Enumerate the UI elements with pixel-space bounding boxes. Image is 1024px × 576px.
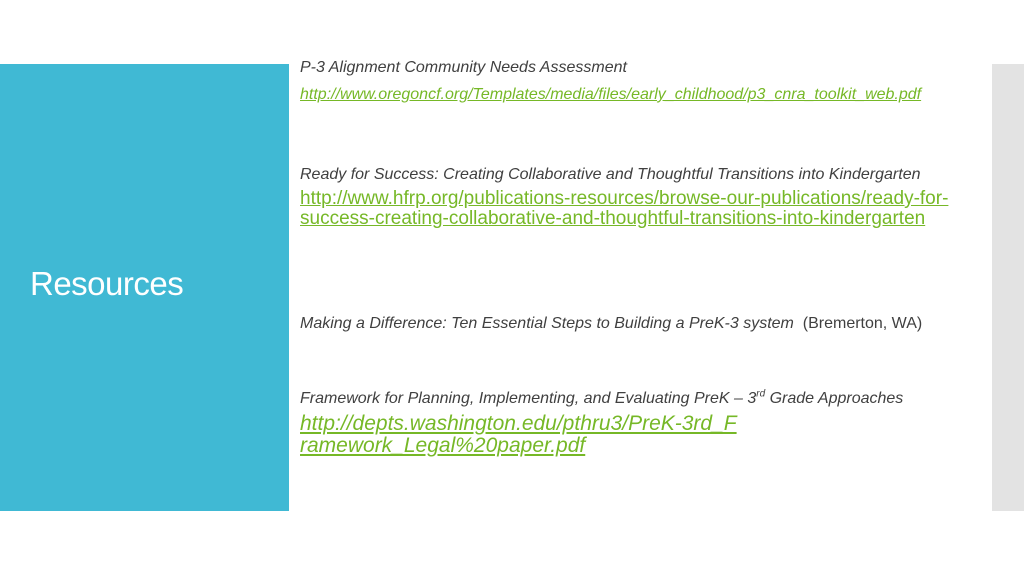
slide-title: Resources bbox=[30, 265, 184, 302]
resource-title bbox=[300, 390, 988, 407]
resource-link[interactable]: http://www.oregoncf.org/Templates/media/files/early_childhood/p3_cnra_toolkit_web.pdf bbox=[300, 86, 922, 103]
side-bar bbox=[992, 64, 1024, 511]
resource-item bbox=[300, 59, 988, 102]
resource-link[interactable]: http://www.hfrp.org/publications-resources/browse-our-publications/ready-for-success-creating-collaborative-and-thoughtful-transitions-into-kindergarten bbox=[300, 188, 949, 229]
superscript: rd bbox=[756, 388, 766, 400]
resource-title bbox=[300, 315, 970, 332]
resource-item bbox=[300, 315, 970, 332]
resource-title: Ready for Success: Creating Collaborative and Thoughtful Transitions into Kindergarten bbox=[300, 166, 921, 183]
resource-title-suffix: Grade Approaches bbox=[765, 390, 904, 407]
resource-item bbox=[300, 390, 988, 457]
resource-title-text: Making a Difference: Ten Essential Steps to Building a PreK-3 system bbox=[300, 315, 794, 332]
resource-title: P-3 Alignment Community Needs Assessment bbox=[300, 59, 627, 76]
resource-title-text: Framework for Planning, Implementing, and Evaluating PreK – 3 bbox=[300, 390, 757, 407]
resource-link[interactable]: http://depts.washington.edu/pthru3/PreK-3rd_Framework_Legal%20paper.pdf bbox=[300, 412, 737, 457]
resource-location: (Bremerton, WA) bbox=[802, 315, 923, 332]
resource-item bbox=[300, 166, 960, 229]
